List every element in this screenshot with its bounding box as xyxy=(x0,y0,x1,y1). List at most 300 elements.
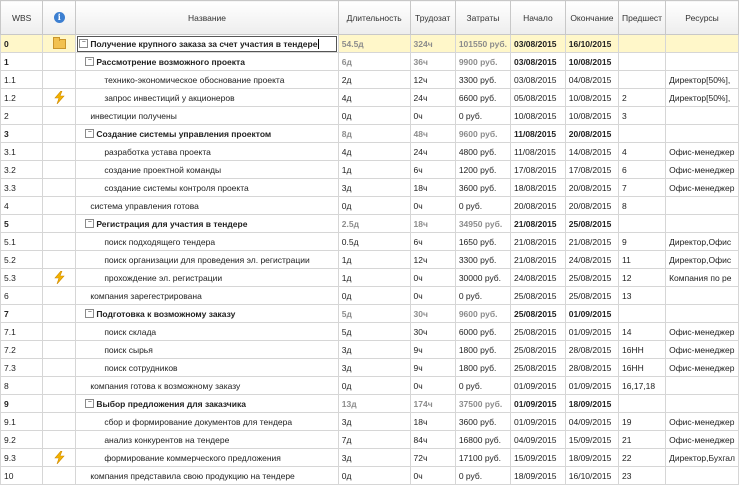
cell-resources[interactable]: Офис-менеджер xyxy=(666,179,739,197)
cell-work[interactable]: 84ч xyxy=(410,431,455,449)
cell-finish[interactable]: 25/08/2015 xyxy=(565,215,618,233)
cell-info[interactable] xyxy=(43,179,76,197)
cell-wbs[interactable]: 3.3 xyxy=(1,179,43,197)
column-header-info[interactable] xyxy=(43,1,76,35)
cell-name[interactable] xyxy=(76,107,338,125)
cell-work[interactable]: 9ч xyxy=(410,359,455,377)
cell-work[interactable]: 0ч xyxy=(410,269,455,287)
cell-duration[interactable]: 2д xyxy=(338,71,410,89)
cell-finish[interactable]: 18/09/2015 xyxy=(565,395,618,413)
cell-predecessors[interactable]: 21 xyxy=(619,431,666,449)
cell-info[interactable] xyxy=(43,233,76,251)
task-name: поиск сырья xyxy=(104,344,153,355)
cell-work[interactable]: 12ч xyxy=(410,251,455,269)
cell-resources[interactable]: Офис-менеджер xyxy=(666,413,739,431)
column-header-start[interactable]: Начало xyxy=(510,1,565,35)
table-row[interactable] xyxy=(1,287,739,305)
cell-start[interactable]: 10/08/2015 xyxy=(510,107,565,125)
cell-finish[interactable]: 20/08/2015 xyxy=(565,179,618,197)
cell-duration[interactable]: 0д xyxy=(338,467,410,485)
table-row[interactable] xyxy=(1,161,739,179)
task-name: разработка устава проекта xyxy=(104,146,211,157)
cell-finish[interactable]: 16/10/2015 xyxy=(565,35,618,53)
cell-info[interactable] xyxy=(43,305,76,323)
table-row[interactable] xyxy=(1,179,739,197)
cell-info[interactable] xyxy=(43,89,76,107)
cell-predecessors[interactable]: 23 xyxy=(619,467,666,485)
cell-duration[interactable]: 13д xyxy=(338,395,410,413)
cell-resources[interactable]: Офис-менеджер xyxy=(666,341,739,359)
cell-name[interactable] xyxy=(76,323,338,341)
cell-wbs[interactable]: 5.1 xyxy=(1,233,43,251)
cell-finish[interactable]: 18/09/2015 xyxy=(565,449,618,467)
table-row[interactable] xyxy=(1,413,739,431)
cell-name[interactable] xyxy=(76,125,338,143)
cell-resources[interactable]: Директор,Бухгал xyxy=(666,449,739,467)
table-row[interactable] xyxy=(1,71,739,89)
cell-start[interactable]: 05/08/2015 xyxy=(510,89,565,107)
cell-resources[interactable]: Офис-менеджер xyxy=(666,323,739,341)
cell-cost[interactable]: 0 руб. xyxy=(455,467,510,485)
table-row[interactable] xyxy=(1,143,739,161)
cell-duration[interactable]: 0.5д xyxy=(338,233,410,251)
cell-wbs[interactable]: 5 xyxy=(1,215,43,233)
cell-name[interactable] xyxy=(76,35,338,53)
cell-start[interactable]: 25/08/2015 xyxy=(510,341,565,359)
cell-start[interactable]: 25/08/2015 xyxy=(510,287,565,305)
cell-start[interactable]: 15/09/2015 xyxy=(510,449,565,467)
cell-wbs[interactable]: 1 xyxy=(1,53,43,71)
cell-predecessors[interactable]: 13 xyxy=(619,287,666,305)
table-row[interactable] xyxy=(1,53,739,71)
cell-work[interactable]: 0ч xyxy=(410,107,455,125)
collapse-toggle-icon[interactable]: − xyxy=(79,39,88,48)
cell-duration[interactable]: 3д xyxy=(338,179,410,197)
cell-info[interactable] xyxy=(43,35,76,53)
cell-resources[interactable]: Офис-менеджер xyxy=(666,161,739,179)
cell-duration[interactable]: 1д xyxy=(338,251,410,269)
column-header-name[interactable]: Название xyxy=(76,1,338,35)
cell-cost[interactable]: 9900 руб. xyxy=(455,53,510,71)
cell-info[interactable] xyxy=(43,395,76,413)
collapse-toggle-icon[interactable]: − xyxy=(85,129,94,138)
cell-cost[interactable]: 6000 руб. xyxy=(455,323,510,341)
cell-name[interactable] xyxy=(76,341,338,359)
cell-wbs[interactable]: 3 xyxy=(1,125,43,143)
table-row[interactable] xyxy=(1,269,739,287)
cell-cost[interactable]: 1650 руб. xyxy=(455,233,510,251)
cell-cost[interactable]: 3300 руб. xyxy=(455,71,510,89)
cell-info[interactable] xyxy=(43,341,76,359)
cell-resources[interactable] xyxy=(666,107,739,125)
cell-finish[interactable]: 15/09/2015 xyxy=(565,431,618,449)
cell-cost[interactable]: 101550 руб. xyxy=(455,35,510,53)
cell-start[interactable]: 25/08/2015 xyxy=(510,323,565,341)
column-header-work[interactable]: Трудозат xyxy=(410,1,455,35)
cell-work[interactable]: 0ч xyxy=(410,467,455,485)
cell-start[interactable]: 21/08/2015 xyxy=(510,233,565,251)
cell-name[interactable] xyxy=(76,269,338,287)
cell-info[interactable] xyxy=(43,251,76,269)
cell-duration[interactable]: 4д xyxy=(338,89,410,107)
collapse-toggle-icon[interactable]: − xyxy=(85,309,94,318)
cell-start[interactable]: 04/09/2015 xyxy=(510,431,565,449)
cell-start[interactable]: 17/08/2015 xyxy=(510,161,565,179)
cell-predecessors[interactable]: 9 xyxy=(619,233,666,251)
cell-finish[interactable]: 14/08/2015 xyxy=(565,143,618,161)
task-name: запрос инвестиций у акционеров xyxy=(104,92,235,103)
cell-cost[interactable]: 0 руб. xyxy=(455,377,510,395)
cell-cost[interactable]: 4800 руб. xyxy=(455,143,510,161)
cell-resources[interactable]: Директор[50%], xyxy=(666,89,739,107)
cell-work[interactable]: 0ч xyxy=(410,197,455,215)
cell-finish[interactable]: 20/08/2015 xyxy=(565,125,618,143)
cell-name[interactable] xyxy=(76,215,338,233)
cell-predecessors[interactable]: 14 xyxy=(619,323,666,341)
cell-predecessors[interactable]: 4 xyxy=(619,143,666,161)
cell-work[interactable]: 30ч xyxy=(410,305,455,323)
cell-work[interactable]: 18ч xyxy=(410,413,455,431)
cell-wbs[interactable]: 3.1 xyxy=(1,143,43,161)
cell-finish[interactable]: 10/08/2015 xyxy=(565,89,618,107)
cell-predecessors[interactable]: 2 xyxy=(619,89,666,107)
cell-finish[interactable]: 25/08/2015 xyxy=(565,269,618,287)
cell-cost[interactable]: 34950 руб. xyxy=(455,215,510,233)
cell-finish[interactable]: 28/08/2015 xyxy=(565,359,618,377)
cell-work[interactable]: 9ч xyxy=(410,341,455,359)
cell-cost[interactable]: 3600 руб. xyxy=(455,413,510,431)
cell-info[interactable] xyxy=(43,467,76,485)
cell-duration[interactable]: 6д xyxy=(338,53,410,71)
cell-start[interactable]: 03/08/2015 xyxy=(510,71,565,89)
cell-duration[interactable]: 0д xyxy=(338,107,410,125)
cell-finish[interactable]: 20/08/2015 xyxy=(565,197,618,215)
cell-wbs[interactable]: 9.3 xyxy=(1,449,43,467)
cell-start[interactable]: 25/08/2015 xyxy=(510,305,565,323)
cell-resources[interactable]: Офис-менеджер xyxy=(666,359,739,377)
cell-duration[interactable]: 5д xyxy=(338,305,410,323)
cell-name[interactable] xyxy=(76,431,338,449)
cell-wbs[interactable]: 7.2 xyxy=(1,341,43,359)
cell-predecessors[interactable]: 6 xyxy=(619,161,666,179)
cell-cost[interactable]: 1800 руб. xyxy=(455,359,510,377)
cell-wbs[interactable]: 1.2 xyxy=(1,89,43,107)
cell-work[interactable]: 18ч xyxy=(410,179,455,197)
cell-predecessors[interactable]: 8 xyxy=(619,197,666,215)
cell-cost[interactable]: 1200 руб. xyxy=(455,161,510,179)
cell-wbs[interactable]: 9.1 xyxy=(1,413,43,431)
cell-finish[interactable]: 01/09/2015 xyxy=(565,305,618,323)
cell-finish[interactable]: 17/08/2015 xyxy=(565,161,618,179)
cell-duration[interactable]: 4д xyxy=(338,143,410,161)
table-row[interactable] xyxy=(1,359,739,377)
cell-name[interactable] xyxy=(76,197,338,215)
cell-info[interactable] xyxy=(43,431,76,449)
cell-name[interactable] xyxy=(76,161,338,179)
cell-finish[interactable]: 24/08/2015 xyxy=(565,251,618,269)
cell-duration[interactable]: 7д xyxy=(338,431,410,449)
cell-cost[interactable]: 3600 руб. xyxy=(455,179,510,197)
cell-finish[interactable]: 04/08/2015 xyxy=(565,71,618,89)
cell-info[interactable] xyxy=(43,377,76,395)
cell-resources[interactable] xyxy=(666,35,739,53)
cell-work[interactable]: 30ч xyxy=(410,323,455,341)
column-header-finish[interactable]: Окончание xyxy=(565,1,618,35)
table-row[interactable] xyxy=(1,125,739,143)
cell-name[interactable] xyxy=(76,233,338,251)
table-row[interactable] xyxy=(1,107,739,125)
cell-predecessors[interactable]: 12 xyxy=(619,269,666,287)
cell-work[interactable]: 18ч xyxy=(410,215,455,233)
cell-duration[interactable]: 8д xyxy=(338,125,410,143)
table-row[interactable] xyxy=(1,197,739,215)
cell-info[interactable] xyxy=(43,107,76,125)
cell-info[interactable] xyxy=(43,449,76,467)
cell-work[interactable]: 0ч xyxy=(410,377,455,395)
cell-wbs[interactable]: 5.3 xyxy=(1,269,43,287)
cell-resources[interactable] xyxy=(666,395,739,413)
cell-wbs[interactable]: 1.1 xyxy=(1,71,43,89)
table-row[interactable] xyxy=(1,35,739,53)
cell-cost[interactable]: 37500 руб. xyxy=(455,395,510,413)
cell-duration[interactable]: 54.5д xyxy=(338,35,410,53)
cell-start[interactable]: 11/08/2015 xyxy=(510,143,565,161)
cell-info[interactable] xyxy=(43,197,76,215)
cell-start[interactable]: 18/09/2015 xyxy=(510,467,565,485)
cell-name[interactable] xyxy=(76,71,338,89)
cell-work[interactable]: 24ч xyxy=(410,89,455,107)
cell-duration[interactable]: 3д xyxy=(338,449,410,467)
cell-finish[interactable]: 10/08/2015 xyxy=(565,53,618,71)
cell-wbs[interactable]: 7.1 xyxy=(1,323,43,341)
cell-work[interactable]: 24ч xyxy=(410,143,455,161)
task-name: поиск подходящего тендера xyxy=(104,236,216,247)
cell-predecessors[interactable] xyxy=(619,125,666,143)
cell-wbs[interactable]: 9.2 xyxy=(1,431,43,449)
cell-info[interactable] xyxy=(43,125,76,143)
cell-wbs[interactable]: 8 xyxy=(1,377,43,395)
cell-name[interactable] xyxy=(76,89,338,107)
cell-duration[interactable]: 2.5д xyxy=(338,215,410,233)
collapse-toggle-icon[interactable]: − xyxy=(85,399,94,408)
cell-name[interactable] xyxy=(76,53,338,71)
cell-work[interactable]: 6ч xyxy=(410,161,455,179)
cell-name[interactable] xyxy=(76,143,338,161)
cell-info[interactable] xyxy=(43,269,76,287)
cell-duration[interactable]: 3д xyxy=(338,359,410,377)
cell-predecessors[interactable]: 16НН xyxy=(619,341,666,359)
cell-wbs[interactable]: 6 xyxy=(1,287,43,305)
cell-wbs[interactable]: 3.2 xyxy=(1,161,43,179)
cell-predecessors[interactable] xyxy=(619,305,666,323)
cell-resources[interactable] xyxy=(666,53,739,71)
cell-cost[interactable]: 3300 руб. xyxy=(455,251,510,269)
cell-start[interactable]: 01/09/2015 xyxy=(510,395,565,413)
collapse-toggle-icon[interactable]: − xyxy=(85,219,94,228)
cell-cost[interactable]: 0 руб. xyxy=(455,287,510,305)
cell-work[interactable]: 36ч xyxy=(410,53,455,71)
cell-start[interactable]: 03/08/2015 xyxy=(510,35,565,53)
cell-wbs[interactable]: 4 xyxy=(1,197,43,215)
cell-start[interactable]: 18/08/2015 xyxy=(510,179,565,197)
table-row[interactable] xyxy=(1,251,739,269)
cell-name[interactable] xyxy=(76,179,338,197)
cell-finish[interactable]: 04/09/2015 xyxy=(565,413,618,431)
cell-info[interactable] xyxy=(43,359,76,377)
column-header-predecessors[interactable]: Предшест xyxy=(619,1,666,35)
cell-finish[interactable]: 25/08/2015 xyxy=(565,287,618,305)
cell-predecessors[interactable] xyxy=(619,215,666,233)
cell-start[interactable]: 01/09/2015 xyxy=(510,377,565,395)
cell-duration[interactable]: 0д xyxy=(338,197,410,215)
table-row[interactable] xyxy=(1,449,739,467)
cell-duration[interactable]: 1д xyxy=(338,269,410,287)
cell-resources[interactable]: Компания по ре xyxy=(666,269,739,287)
cell-name[interactable] xyxy=(76,305,338,323)
lightning-icon xyxy=(54,91,65,104)
table-row[interactable] xyxy=(1,467,739,485)
cell-cost[interactable]: 16800 руб. xyxy=(455,431,510,449)
cell-info[interactable] xyxy=(43,143,76,161)
cell-predecessors[interactable]: 16НН xyxy=(619,359,666,377)
cell-resources[interactable]: Офис-менеджер xyxy=(666,431,739,449)
cell-predecessors[interactable] xyxy=(619,395,666,413)
cell-info[interactable] xyxy=(43,161,76,179)
cell-start[interactable]: 11/08/2015 xyxy=(510,125,565,143)
table-row[interactable] xyxy=(1,215,739,233)
cell-cost[interactable]: 9600 руб. xyxy=(455,305,510,323)
cell-start[interactable]: 03/08/2015 xyxy=(510,53,565,71)
cell-predecessors[interactable] xyxy=(619,35,666,53)
cell-duration[interactable]: 5д xyxy=(338,323,410,341)
table-row[interactable] xyxy=(1,305,739,323)
table-row[interactable] xyxy=(1,233,739,251)
cell-duration[interactable]: 1д xyxy=(338,161,410,179)
cell-cost[interactable]: 17100 руб. xyxy=(455,449,510,467)
column-header-wbs[interactable]: WBS xyxy=(1,1,43,35)
cell-info[interactable] xyxy=(43,71,76,89)
cell-work[interactable]: 0ч xyxy=(410,287,455,305)
info-icon: i xyxy=(54,12,65,23)
cell-start[interactable]: 21/08/2015 xyxy=(510,215,565,233)
table-row[interactable] xyxy=(1,323,739,341)
collapse-toggle-icon[interactable]: − xyxy=(85,57,94,66)
cell-resources[interactable] xyxy=(666,125,739,143)
cell-name[interactable] xyxy=(76,287,338,305)
cell-cost[interactable]: 0 руб. xyxy=(455,107,510,125)
cell-name[interactable] xyxy=(76,449,338,467)
cell-name[interactable] xyxy=(76,413,338,431)
cell-name[interactable] xyxy=(76,377,338,395)
cell-wbs[interactable]: 10 xyxy=(1,467,43,485)
cell-wbs[interactable]: 2 xyxy=(1,107,43,125)
cell-start[interactable]: 21/08/2015 xyxy=(510,251,565,269)
column-header-resources[interactable]: Ресурсы xyxy=(666,1,739,35)
cell-finish[interactable]: 21/08/2015 xyxy=(565,233,618,251)
cell-resources[interactable] xyxy=(666,197,739,215)
cell-resources[interactable]: Директор[50%], xyxy=(666,71,739,89)
cell-resources[interactable] xyxy=(666,377,739,395)
cell-info[interactable] xyxy=(43,323,76,341)
cell-duration[interactable]: 0д xyxy=(338,377,410,395)
cell-info[interactable] xyxy=(43,413,76,431)
cell-predecessors[interactable]: 3 xyxy=(619,107,666,125)
cell-work[interactable]: 72ч xyxy=(410,449,455,467)
cell-predecessors[interactable]: 7 xyxy=(619,179,666,197)
cell-work[interactable]: 48ч xyxy=(410,125,455,143)
cell-wbs[interactable]: 7.3 xyxy=(1,359,43,377)
table-row[interactable] xyxy=(1,431,739,449)
cell-resources[interactable]: Директор,Офис xyxy=(666,233,739,251)
cell-predecessors[interactable]: 11 xyxy=(619,251,666,269)
cell-cost[interactable]: 6600 руб. xyxy=(455,89,510,107)
column-header-duration[interactable]: Длительность xyxy=(338,1,410,35)
cell-resources[interactable]: Директор,Офис xyxy=(666,251,739,269)
task-name: анализ конкурентов на тендере xyxy=(104,434,230,445)
cell-finish[interactable]: 01/09/2015 xyxy=(565,323,618,341)
table-row[interactable] xyxy=(1,395,739,413)
cell-finish[interactable]: 01/09/2015 xyxy=(565,377,618,395)
cell-info[interactable] xyxy=(43,287,76,305)
cell-duration[interactable]: 3д xyxy=(338,413,410,431)
cell-resources[interactable]: Офис-менеджер xyxy=(666,143,739,161)
cell-start[interactable]: 20/08/2015 xyxy=(510,197,565,215)
cell-duration[interactable]: 3д xyxy=(338,341,410,359)
cell-work[interactable]: 12ч xyxy=(410,71,455,89)
cell-cost[interactable]: 9600 руб. xyxy=(455,125,510,143)
cell-predecessors[interactable]: 22 xyxy=(619,449,666,467)
cell-name[interactable] xyxy=(76,395,338,413)
cell-work[interactable]: 174ч xyxy=(410,395,455,413)
cell-name[interactable] xyxy=(76,251,338,269)
cell-duration[interactable]: 0д xyxy=(338,287,410,305)
cell-cost[interactable]: 1800 руб. xyxy=(455,341,510,359)
cell-info[interactable] xyxy=(43,53,76,71)
folder-icon xyxy=(53,39,66,49)
cell-start[interactable]: 25/08/2015 xyxy=(510,359,565,377)
cell-predecessors[interactable]: 16,17,18 xyxy=(619,377,666,395)
table-row[interactable] xyxy=(1,377,739,395)
cell-finish[interactable]: 10/08/2015 xyxy=(565,107,618,125)
cell-predecessors[interactable] xyxy=(619,71,666,89)
cell-wbs[interactable]: 0 xyxy=(1,35,43,53)
cell-resources[interactable] xyxy=(666,467,739,485)
cell-finish[interactable]: 28/08/2015 xyxy=(565,341,618,359)
table-row[interactable] xyxy=(1,341,739,359)
cell-cost[interactable]: 30000 руб. xyxy=(455,269,510,287)
cell-finish[interactable]: 16/10/2015 xyxy=(565,467,618,485)
cell-work[interactable]: 324ч xyxy=(410,35,455,53)
cell-work[interactable]: 6ч xyxy=(410,233,455,251)
column-header-cost[interactable]: Затраты xyxy=(455,1,510,35)
cell-resources[interactable] xyxy=(666,305,739,323)
cell-predecessors[interactable] xyxy=(619,53,666,71)
cell-start[interactable]: 24/08/2015 xyxy=(510,269,565,287)
cell-predecessors[interactable]: 19 xyxy=(619,413,666,431)
cell-resources[interactable] xyxy=(666,287,739,305)
cell-start[interactable]: 01/09/2015 xyxy=(510,413,565,431)
cell-wbs[interactable]: 5.2 xyxy=(1,251,43,269)
cell-info[interactable] xyxy=(43,215,76,233)
cell-name[interactable] xyxy=(76,359,338,377)
cell-resources[interactable] xyxy=(666,215,739,233)
cell-name[interactable] xyxy=(76,467,338,485)
table-row[interactable] xyxy=(1,89,739,107)
cell-wbs[interactable]: 7 xyxy=(1,305,43,323)
task-name: прохождение эл. регистрации xyxy=(104,272,223,283)
cell-cost[interactable]: 0 руб. xyxy=(455,197,510,215)
cell-wbs[interactable]: 9 xyxy=(1,395,43,413)
